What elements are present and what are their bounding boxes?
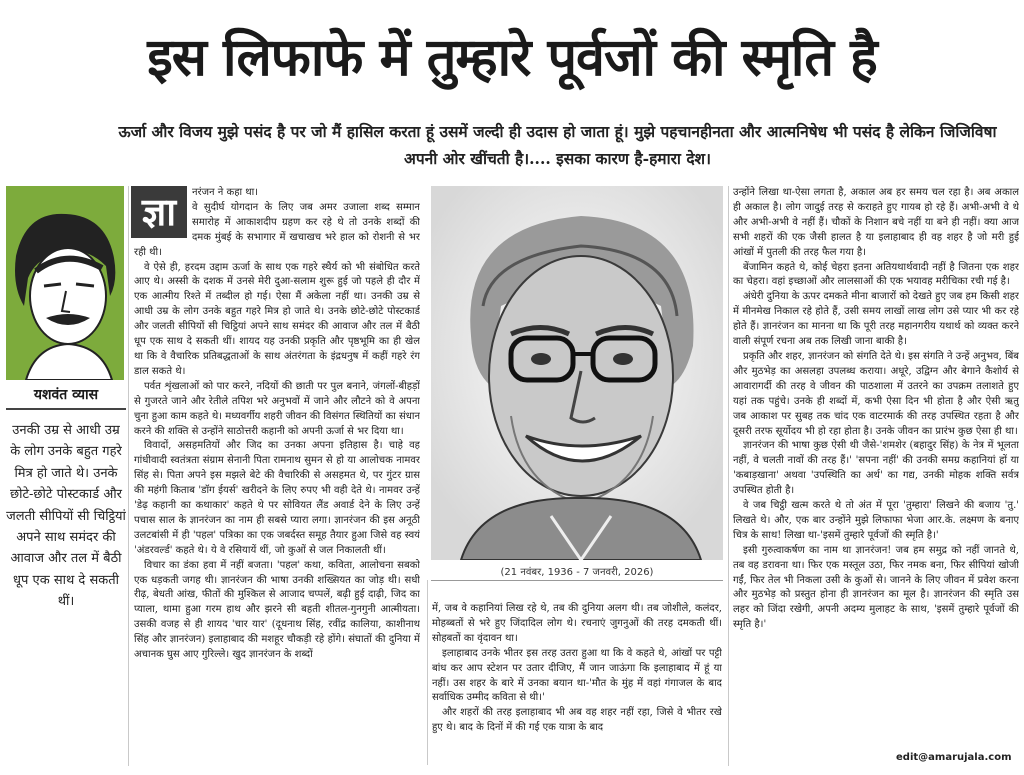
paragraph: ज्ञानरंजन की भाषा कुछ ऐसी थी जैसे-'शमशेर (बहादुर सिंह) के नेत्र में भूलता नहीं, वे चलती नावों की तरह हैं।' 'सपना नहीं' की उनकी समग्र कहानियां हों या 'कबाड़खाना' अथवा 'उपस्थिति का अर्थ' का गद्य, उनकी मोहक शक्ति सर्वत्र उपस्थित होती है। [733, 440, 1019, 497]
portrait-illustration [431, 186, 723, 560]
paragraph: वे जब चिट्ठी खत्म करते थे तो अंत में पूरा 'तुम्हारा' लिखने की बजाय 'तु.' लिखते थे। और, एक बार उन्होंने मुझे लिफाफा भेजा आर.के. लक्ष्मण के बनाए चित्र के साथ! लिखा था-'इसमें तुम्हारे पूर्वजों की स्मृति है।' [733, 500, 1019, 541]
author-portrait [6, 186, 124, 380]
paragraph: और शहरों की तरह इलाहाबाद भी अब वह शहर नहीं रहा, जिसे वे भीतर रखे हुए थे। बाद के दिनों में की गई एक यात्रा के बाद [432, 707, 722, 734]
paragraph: में, जब वे कहानियां लिख रहे थे, तब की दुनिया अलग थी। तब जोशीले, कलंदर, मोहब्बतों से भरे हुए जिंदादिल लोग थे। रचनाएं जुगनुओं की तरह दमकती थीं। सोहबतों का वृंदावन था। [432, 603, 722, 644]
paragraph: इसी गुरुत्वाकर्षण का नाम था ज्ञानरंजन! जब हम समुद्र को नहीं जानते थे, तब वह डरावना था। फिर एक मस्तूल उठा, फिर नमक बना, फिर सीपियां खोजी गईं, फिर तेल भी निकला उसी के कुओं से। जानने के लिए जीवन में प्रवेश करना और मुठभेड़ को प्रस्तुत होना ही ज्ञानरंजन का मूल है। ज्ञानरंजन की स्मृति उस लहर को जिंदा रखेगी, अपनी अदम्य मुलाहट के साथ, 'इसमें तुम्हारे पूर्वजों की स्मृति है।' [733, 544, 1019, 631]
column-divider [128, 186, 129, 766]
paragraph: बेंजामिन कहते थे, कोई चेहरा इतना अतियथार्थवादी नहीं है जितना एक शहर का चेहरा। वहां इच्छाओं और लालसाओं की एक भयावह मरीचिका रची गई है। [733, 261, 1019, 288]
paragraph: इलाहाबाद उनके भीतर इस तरह उतरा हुआ था कि वे कहते थे, आंखों पर पट्टी बांध कर आप स्टेशन पर उतार दीजिए, मैं जान जाऊंगा कि इलाहाबाद में हूं या नहीं। उस शहर के बारे में उनका बयान था-'मौत के मुंह में वहां गंगाजल के बाद सर्वाधिक उम्मीद कविता से थी।' [432, 647, 722, 704]
paragraph: वे ऐसे ही, हरदम उद्दाम ऊर्जा के साथ एक गहरे स्थैर्य को भी संबोधित करते आए थे। अस्सी के दशक में उनसे मेरी दुआ-सलाम शुरू हुई जो पहले ही दौर में एक आत्मीय रिश्ते में तब्दील हो गई। ऐसा मैं अकेला नहीं था। उनकी उम्र से आधी उम्र के लोग उनके बहुत गहरे मित्र हो जाते थे। उनके छोटे-छोटे पोस्टकार्ड और जलती सीपियों सी चिट्ठियां अपने साथ समंदर की आवाज और तल में बैठी धूप एक साथ दे सकती थीं। शायद यह उनकी प्रकृति और पृष्ठभूमि का ही खेल था कि वे वैचारिक प्रतिबद्धताओं के साथ अंतरंगता के इंद्रधनुष में कहीं गहरे रंग डाल सकते थे। [134, 261, 420, 377]
column-divider [427, 580, 428, 765]
paragraph: विवादों, असहमतियों और जिद का उनका अपना इतिहास है। चाहे वह गांधीवादी स्वतंत्रता संग्राम सेनानी पिता रामनाथ सुमन से हो या आलोचक नामवर सिंह से। पिता अपने इस मझले बेटे की वैचारिकी से असहमत थे, पर गुंटर ग्रास की महंगी किताब 'डॉग ईयर्स' खरीदने के लिए रुपए भी वही देते थे। नामवर उन्हें 'डेढ़ कहानी का कथाकार' कहते थे पर सोवियत लैंड अवार्ड देने के लिए उन्हें पचास साल के ज्ञानरंजन का नाम ही सबसे प्यारा लगा। ज्ञानरंजन की इस अनूठी उलटबांसी में ही 'पहल' पत्रिका का एक जबर्दस्त समूह तैयार हुआ जिसे वह स्वयं 'अंडरवर्ल्ड' कहते थे। ये वे रसियायें थीं, जो कुओं से जल निकालती थीं। [134, 440, 420, 556]
contact-email: edit@amarujala.com [896, 752, 1012, 763]
article-column-3 [733, 186, 1019, 746]
article-column-1 [134, 186, 420, 766]
paragraph: विचार का डंका हवा में नहीं बजता। 'पहल' कथा, कविता, आलोचना सबको एक धड़कती जगह थी। ज्ञानरंजन की भाषा उनकी शख्सियत का जोड़ थी। सधी रीढ़, बेधती आंख, फीतों की मुश्किल से आजाद चप्पलें, बढ़ी हुई दाढ़ी, जिद का प्याला, थामा हुआ गरम हाथ और झरने सी बहती शीतल-गुनगुनी आत्मीयता। उसकी वजह से ही शायद 'चार यार' (दूधनाथ सिंह, रवींद्र कालिया, काशीनाथ सिंह और ज्ञानरंजन) इलाहाबाद की मशहूर चौकड़ी रहे होंगे। संघातों की दुनिया में अचानक घुस आए गुरिल्ले। खुद ज्ञानरंजन के शब्दों [134, 559, 420, 661]
article-column-2 [432, 602, 722, 766]
paragraph: उन्होंने लिखा था-ऐसा लगता है, अकाल अब हर समय चल रहा है। अब अकाल ही अकाल है। लोग जादुई तरह से कराहते हुए गायब हो रहे हैं। अभी-अभी वे थे और अभी-अभी वे नहीं हैं। चौकों के निशान बचे नहीं या बने ही नहीं। क्या आज सभी शहरों की एक जैसी हालत है या इलाहाबाद ही वह शहर है जो मरी हुई आंखों में पुतली की तरह फैल गया है। [733, 187, 1019, 258]
photo-caption: (21 नवंबर, 1936 - 7 जनवरी, 2026) [500, 567, 654, 578]
headline: इस लिफाफे में तुम्हारे पूर्वजों की स्मृति है [147, 28, 877, 88]
byline-divider [6, 408, 126, 410]
deck-subheadline: ऊर्जा और विजय मुझे पसंद है पर जो मैं हासिल करता हूं उसमें जल्दी ही उदास हो जाता हूं। मुझे पहचानहीनता और आत्मनिषेध भी पसंद है लेकिन जिजिविषा अपनी ओर खींचती है।.... इसका कारण है-हमारा देश। [118, 122, 997, 168]
dropcap-spacer [134, 186, 192, 238]
paragraph: नरंजन ने कहा था। [192, 187, 259, 198]
drop-cap: ज्ञा [131, 186, 187, 238]
paragraph: पर्वत शृंखलाओं को पार करने, नदियों की छाती पर पुल बनाने, जंगलों-बीहड़ों से गुजरते जाने और रेतीले तपिश भरे अनुभवों में जाने और लौटने को वे अपना चुना हुआ काम कहते थे। मध्यवर्गीय शहरी जीवन की विसंगत स्थितियों का संधान करने की शक्ति से उन्होंने साठोत्तरी कहानी को अपनी ऊर्जा से भर दिया था। [134, 380, 420, 437]
paragraph: वे सुदीर्घ योगदान के लिए जब अमर उजाला शब्द सम्मान समारोह में आकाशदीप ग्रहण कर रहे थे तो उनके शब्दों की दमक मुंबई के सभागार में खचाखच भरे हाल को रोशनी से भर रही थी। [134, 201, 420, 258]
caption-divider [431, 580, 723, 581]
column-divider [728, 186, 729, 766]
paragraph: प्रकृति और शहर, ज्ञानरंजन को संगति देते थे। इस संगति ने उन्हें अनुभव, बिंब और मुठभेड़ का असलहा उपलब्ध कराया। अधूरे, उद्विग्न और बेगाने कैशोर्य से आवारागर्दी की तरह वे जीवन की पाठशाला में उतरने का उपक्रम तलाशते हुए यहां तक पहुंचे। उनके ही शब्दों में, कभी ऐसा दिन भी होता है और ऐसी ऋतु जब आकाश पर सुबह तक चांद एक वाटरमार्क की तरह उपस्थित रहता है और दूसरी तरफ सूर्योदय भी हो रहा होता है। उनके जीवन का प्रारंभ कुछ ऐसा ही था। [733, 350, 1019, 437]
author-byline: यशवंत व्यास [33, 387, 99, 403]
paragraph: अंधेरी दुनिया के ऊपर दमकते मीना बाजारों को देखते हुए जब हम किसी शहर में मीनमेख निकाल रहे होते हैं, उसी समय लाखों लाख लोग उसे प्यार भी कर रहे होते हैं। ज्ञानरंजन का मानना था कि पूरी तरह महानगरीय यथार्थ को व्यक्त करने वाली संपूर्ण रचना अब तक लिखी जाना बाकी है। [733, 291, 1019, 348]
pull-quote: उनकी उम्र से आधी उम्र के लोग उनके बहुत गहरे मित्र हो जाते थे। उनके छोटे-छोटे पोस्टकार्ड और जलती सीपियों सी चिट्ठियां अपने साथ समंदर की आवाज और तल में बैठी धूप एक साथ दे सकती थीं। [6, 423, 126, 610]
